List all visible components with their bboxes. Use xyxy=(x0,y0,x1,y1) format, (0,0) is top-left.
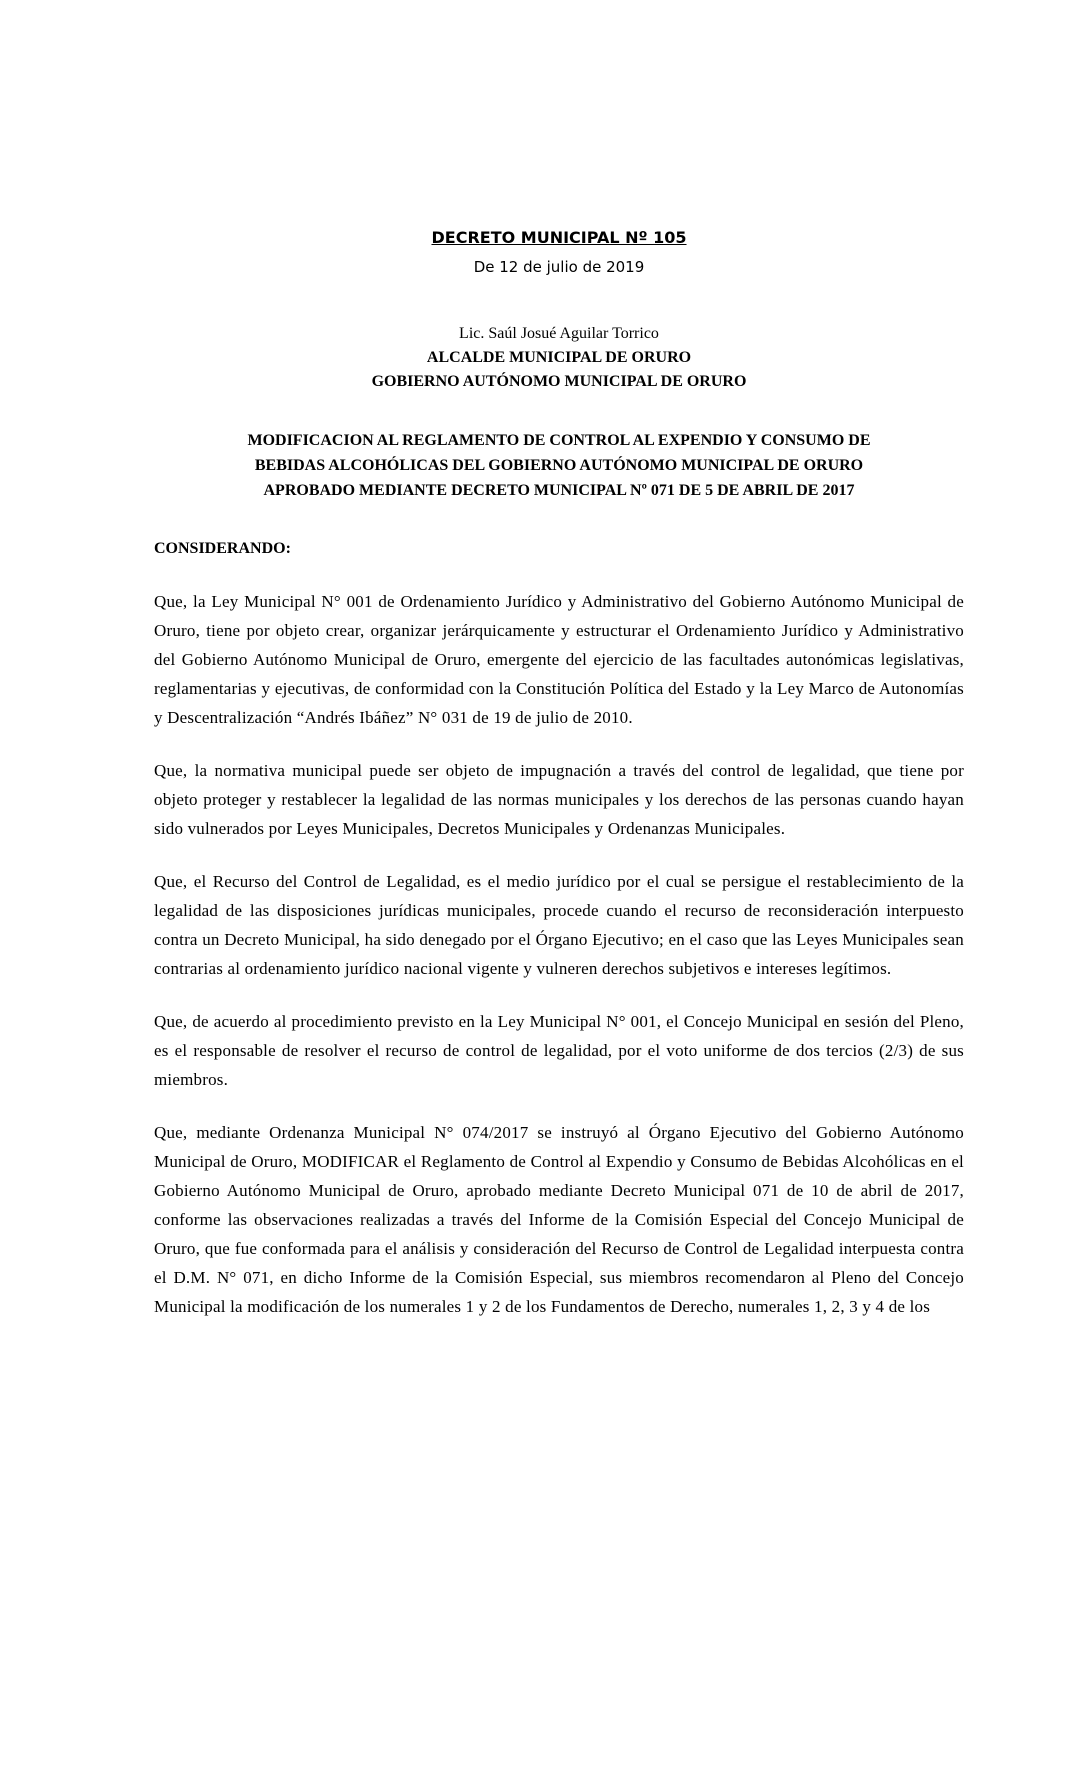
subject-line: BEBIDAS ALCOHÓLICAS DEL GOBIERNO AUTÓNOMO MUNICIPAL DE ORURO xyxy=(254,457,864,474)
subject-line: MODIFICACION AL REGLAMENTO DE CONTROL AL EXPENDIO Y CONSUMO DE xyxy=(247,432,871,449)
decree-title: DECRETO MUNICIPAL Nº 105 xyxy=(431,228,687,247)
authority-block xyxy=(154,322,964,394)
government-name: GOBIERNO AUTÓNOMO MUNICIPAL DE ORURO xyxy=(371,373,747,390)
subject-line: APROBADO MEDIANTE DECRETO MUNICIPAL Nº 071 DE 5 DE ABRIL DE 2017 xyxy=(263,482,855,499)
mayor-name: Lic. Saúl Josué Aguilar Torrico xyxy=(459,325,659,342)
section-heading-considerando: CONSIDERANDO: xyxy=(154,540,291,557)
decree-subject xyxy=(154,428,964,503)
considerando-paragraph: Que, mediante Ordenanza Municipal N° 074/2017 se instruyó al Órgano Ejecutivo del Gobierno Autónomo Municipal de Oruro, MODIFICAR el Reglamento de Control al Expendio y Consumo de Bebidas Alcohólicas en el Gobierno Autónomo Municipal de Oruro, aprobado mediante Decreto Municipal 071 de 10 de abril de 2017, conforme las observaciones realizadas a través del Informe de la Comisión Especial del Concejo Municipal de Oruro, que fue conformada para el análisis y consideración del Recurso de Control de Legalidad interpuesta contra el D.M. N° 071, en dicho Informe de la Comisión Especial, sus miembros recomendaron al Pleno del Concejo Municipal la modificación de los numerales 1 y 2 de los Fundamentos de Derecho, numerales 1, 2, 3 y 4 de los xyxy=(154,1123,964,1316)
document-body xyxy=(154,226,964,1338)
decree-date: De 12 de julio de 2019 xyxy=(473,258,645,276)
considerando-paragraph: Que, de acuerdo al procedimiento previsto en la Ley Municipal N° 001, el Concejo Municipal en sesión del Pleno, es el responsable de resolver el recurso de control de legalidad, por el voto uniforme de dos tercios (2/3) de sus miembros. xyxy=(154,1012,964,1089)
mayor-title: ALCALDE MUNICIPAL DE ORURO xyxy=(426,349,692,366)
considerando-paragraph: Que, la normativa municipal puede ser objeto de impugnación a través del control de legalidad, que tiene por objeto proteger y restablecer la legalidad de las normas municipales y los derechos de las personas cuando hayan sido vulnerados por Leyes Municipales, Decretos Municipales y Ordenanzas Municipales. xyxy=(154,761,964,838)
considerando-paragraph: Que, el Recurso del Control de Legalidad, es el medio jurídico por el cual se persigue el restablecimiento de la legalidad de las disposiciones jurídicas municipales, procede cuando el recurso de reconsideración interpuesto contra un Decreto Municipal, ha sido denegado por el Órgano Ejecutivo; en el caso que las Leyes Municipales sean contrarias al ordenamiento jurídico nacional vigente y vulneren derechos subjetivos e intereses legítimos. xyxy=(154,872,964,978)
considerando-paragraph: Que, la Ley Municipal N° 001 de Ordenamiento Jurídico y Administrativo del Gobierno Autónomo Municipal de Oruro, tiene por objeto crear, organizar jerárquicamente y estructurar el Ordenamiento Jurídico y Administrativo del Gobierno Autónomo Municipal de Oruro, emergente del ejercicio de las facultades autonómicas legislativas, reglamentarias y ejecutivas, de conformidad con la Constitución Política del Estado y la Ley Marco de Autonomías y Descentralización “Andrés Ibáñez” N° 031 de 19 de julio de 2010. xyxy=(154,592,964,727)
